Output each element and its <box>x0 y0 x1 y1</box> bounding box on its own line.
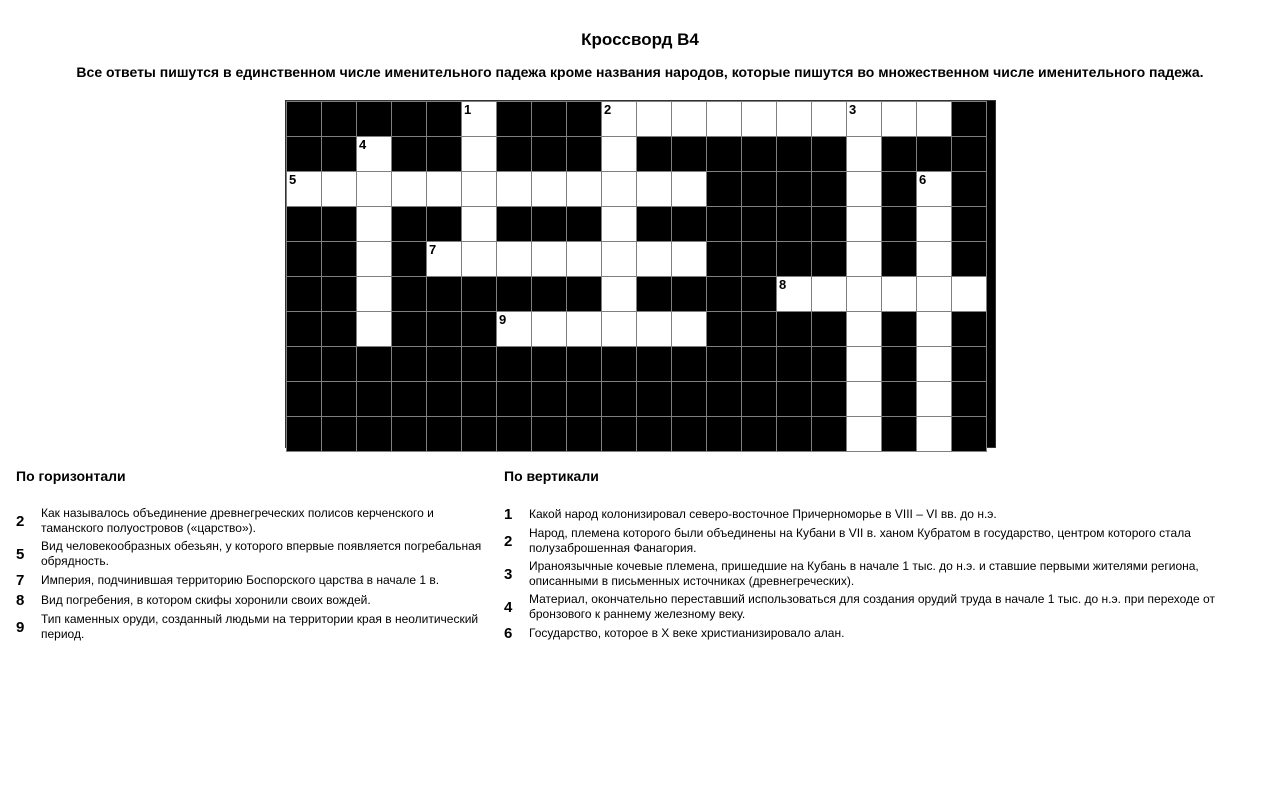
grid-cell-black <box>462 347 497 382</box>
grid-cell-black <box>777 242 812 277</box>
clue-item <box>16 539 494 569</box>
grid-cell-white[interactable] <box>917 102 952 137</box>
grid-cell-white[interactable] <box>847 172 882 207</box>
grid-cell-black <box>322 207 357 242</box>
clue-item <box>504 526 1244 556</box>
grid-cell-black <box>742 417 777 452</box>
page-title: Кроссворд B4 <box>581 30 699 49</box>
grid-cell-black <box>532 382 567 417</box>
crossword-table <box>286 101 987 452</box>
grid-cell-black <box>392 102 427 137</box>
grid-cell-black <box>707 277 742 312</box>
grid-cell-black <box>602 347 637 382</box>
grid-row <box>287 172 987 207</box>
clue-number: 9 <box>499 312 507 327</box>
clue-number: 3 <box>849 102 857 117</box>
grid-cell-black <box>952 102 987 137</box>
grid-cell-black <box>812 382 847 417</box>
grid-cell-black <box>637 137 672 172</box>
grid-cell-white[interactable] <box>357 242 392 277</box>
clue-number: 8 <box>779 277 787 292</box>
grid-cell-white[interactable] <box>567 172 602 207</box>
grid-cell-black <box>322 312 357 347</box>
grid-cell-white[interactable] <box>602 242 637 277</box>
clue-item-text: Тип каменных оруди, созданный людьми на территории края в неолитический период. <box>41 612 479 641</box>
grid-cell-white[interactable] <box>602 102 637 137</box>
clue-item-number: 8 <box>16 592 25 609</box>
grid-cell-white[interactable] <box>742 102 777 137</box>
grid-cell-white[interactable] <box>952 277 987 312</box>
grid-cell-white[interactable] <box>812 277 847 312</box>
grid-cell-white[interactable] <box>462 102 497 137</box>
grid-cell-black <box>392 382 427 417</box>
grid-cell-black <box>567 417 602 452</box>
grid-cell-white[interactable] <box>637 242 672 277</box>
clue-item <box>504 559 1244 589</box>
grid-cell-black <box>322 242 357 277</box>
grid-cell-black <box>392 242 427 277</box>
grid-cell-white[interactable] <box>602 277 637 312</box>
grid-cell-black <box>392 312 427 347</box>
grid-cell-black <box>357 102 392 137</box>
grid-cell-black <box>952 312 987 347</box>
grid-cell-white[interactable] <box>812 102 847 137</box>
clue-item-number: 5 <box>16 545 25 563</box>
grid-cell-white[interactable] <box>847 347 882 382</box>
grid-cell-black <box>532 137 567 172</box>
down-clue-list <box>504 506 1244 642</box>
grid-cell-white[interactable] <box>847 382 882 417</box>
grid-cell-white[interactable] <box>462 242 497 277</box>
grid-cell-black <box>497 382 532 417</box>
grid-cell-black <box>707 137 742 172</box>
grid-cell-black <box>707 207 742 242</box>
grid-cell-white[interactable] <box>427 172 462 207</box>
clue-number: 5 <box>289 172 297 187</box>
grid-cell-black <box>952 172 987 207</box>
grid-cell-white[interactable] <box>847 417 882 452</box>
grid-cell-black <box>322 347 357 382</box>
grid-cell-black <box>742 242 777 277</box>
grid-cell-black <box>707 312 742 347</box>
crossword-grid <box>285 100 996 448</box>
clue-item-number: 9 <box>16 618 25 636</box>
grid-cell-black <box>497 347 532 382</box>
grid-cell-black <box>812 347 847 382</box>
grid-cell-white[interactable] <box>462 207 497 242</box>
clue-item-text: Государство, которое в X веке христианизировало алан. <box>529 626 845 640</box>
grid-cell-black <box>287 277 322 312</box>
grid-cell-white[interactable] <box>602 172 637 207</box>
grid-cell-black <box>637 417 672 452</box>
grid-cell-black <box>952 382 987 417</box>
grid-cell-black <box>427 207 462 242</box>
grid-cell-white[interactable] <box>847 242 882 277</box>
grid-cell-black <box>742 137 777 172</box>
grid-cell-white[interactable] <box>672 312 707 347</box>
clue-item <box>16 572 494 589</box>
grid-row <box>287 102 987 137</box>
grid-cell-black <box>777 312 812 347</box>
grid-cell-black <box>812 207 847 242</box>
grid-cell-white[interactable] <box>497 172 532 207</box>
across-clue-list <box>16 506 494 642</box>
grid-cell-white[interactable] <box>532 312 567 347</box>
grid-cell-black <box>392 347 427 382</box>
grid-cell-black <box>427 277 462 312</box>
grid-cell-white[interactable] <box>917 347 952 382</box>
grid-cell-black <box>427 347 462 382</box>
grid-cell-white[interactable] <box>672 172 707 207</box>
grid-cell-black <box>917 137 952 172</box>
grid-cell-black <box>602 417 637 452</box>
grid-cell-black <box>742 207 777 242</box>
grid-cell-black <box>497 102 532 137</box>
grid-cell-white[interactable] <box>637 312 672 347</box>
grid-cell-black <box>707 347 742 382</box>
grid-cell-black <box>637 382 672 417</box>
grid-cell-black <box>707 417 742 452</box>
clue-item-number: 4 <box>504 598 513 616</box>
grid-cell-black <box>567 102 602 137</box>
page-subtitle: Все ответы пишутся в единственном числе именительного падежа кроме названия народов, которые пишутся во множественном числе именительного падежа. <box>76 64 1204 80</box>
grid-cell-white[interactable] <box>847 277 882 312</box>
down-clues <box>504 468 1244 645</box>
grid-cell-white[interactable] <box>532 242 567 277</box>
grid-cell-black <box>427 137 462 172</box>
grid-cell-white[interactable] <box>427 242 462 277</box>
grid-cell-black <box>637 277 672 312</box>
grid-cell-black <box>392 277 427 312</box>
grid-cell-black <box>602 382 637 417</box>
grid-cell-white[interactable] <box>917 277 952 312</box>
grid-cell-white[interactable] <box>847 207 882 242</box>
grid-cell-black <box>357 382 392 417</box>
grid-cell-black <box>882 242 917 277</box>
grid-cell-white[interactable] <box>322 172 357 207</box>
grid-cell-black <box>882 207 917 242</box>
grid-cell-black <box>287 207 322 242</box>
grid-cell-black <box>322 382 357 417</box>
grid-cell-white[interactable] <box>917 242 952 277</box>
grid-cell-black <box>777 207 812 242</box>
grid-cell-white[interactable] <box>847 137 882 172</box>
grid-cell-black <box>882 347 917 382</box>
clue-item-text: Вид человекообразных обезьян, у которого впервые появляется погребальная обрядность. <box>41 539 482 568</box>
grid-cell-white[interactable] <box>707 102 742 137</box>
grid-cell-black <box>532 417 567 452</box>
grid-cell-black <box>567 207 602 242</box>
clue-number: 1 <box>464 102 472 117</box>
grid-cell-black <box>392 207 427 242</box>
grid-cell-black <box>567 347 602 382</box>
grid-cell-white[interactable] <box>917 382 952 417</box>
clue-item <box>504 625 1244 642</box>
grid-cell-black <box>882 417 917 452</box>
grid-cell-black <box>497 277 532 312</box>
grid-cell-white[interactable] <box>637 172 672 207</box>
grid-cell-black <box>777 137 812 172</box>
grid-cell-white[interactable] <box>567 242 602 277</box>
grid-cell-white[interactable] <box>917 172 952 207</box>
grid-cell-black <box>742 347 777 382</box>
grid-cell-white[interactable] <box>672 102 707 137</box>
grid-cell-black <box>322 277 357 312</box>
grid-cell-white[interactable] <box>847 102 882 137</box>
grid-row <box>287 312 987 347</box>
grid-cell-black <box>427 382 462 417</box>
grid-cell-black <box>882 137 917 172</box>
grid-cell-black <box>392 417 427 452</box>
grid-cell-white[interactable] <box>392 172 427 207</box>
grid-cell-black <box>287 312 322 347</box>
grid-cell-black <box>427 102 462 137</box>
grid-cell-black <box>287 137 322 172</box>
clue-item-text: Империя, подчинившая территорию Боспорского царства в начале 1 в. <box>41 573 440 587</box>
grid-cell-black <box>952 347 987 382</box>
grid-cell-white[interactable] <box>917 312 952 347</box>
grid-cell-white[interactable] <box>357 172 392 207</box>
grid-cell-black <box>532 277 567 312</box>
grid-cell-black <box>707 242 742 277</box>
grid-row <box>287 382 987 417</box>
grid-cell-black <box>462 312 497 347</box>
grid-cell-white[interactable] <box>567 312 602 347</box>
clue-number: 2 <box>604 102 612 117</box>
grid-cell-black <box>322 102 357 137</box>
grid-cell-black <box>882 382 917 417</box>
grid-cell-black <box>497 137 532 172</box>
clue-item-number: 1 <box>504 506 513 523</box>
grid-cell-black <box>672 417 707 452</box>
grid-cell-black <box>462 417 497 452</box>
clue-item <box>16 592 494 609</box>
grid-cell-white[interactable] <box>357 137 392 172</box>
grid-cell-white[interactable] <box>602 312 637 347</box>
grid-cell-white[interactable] <box>882 277 917 312</box>
grid-cell-black <box>882 172 917 207</box>
grid-cell-black <box>357 417 392 452</box>
grid-cell-white[interactable] <box>287 172 322 207</box>
grid-cell-black <box>777 417 812 452</box>
grid-cell-white[interactable] <box>357 207 392 242</box>
clue-item-number: 2 <box>504 532 513 550</box>
grid-cell-black <box>392 137 427 172</box>
clue-number: 7 <box>429 242 437 257</box>
grid-cell-black <box>812 137 847 172</box>
grid-cell-white[interactable] <box>672 242 707 277</box>
grid-cell-black <box>707 172 742 207</box>
grid-cell-black <box>427 417 462 452</box>
grid-cell-black <box>287 242 322 277</box>
clue-number: 4 <box>359 137 367 152</box>
grid-cell-black <box>287 102 322 137</box>
grid-cell-black <box>882 312 917 347</box>
grid-cell-white[interactable] <box>497 312 532 347</box>
grid-cell-white[interactable] <box>637 102 672 137</box>
clue-item-text: Народ, племена которого были объединены на Кубани в VII в. ханом Кубратом в государство, центром которого стала полузаброшенная Фанагория. <box>529 526 1191 555</box>
grid-cell-black <box>952 207 987 242</box>
clue-item <box>504 506 1244 523</box>
grid-cell-black <box>427 312 462 347</box>
clue-item-number: 3 <box>504 565 513 583</box>
grid-cell-black <box>567 382 602 417</box>
clue-item-text: Как называлось объединение древнегреческих полисов керченского и таманского полуостровов («царство»). <box>41 506 434 535</box>
grid-cell-white[interactable] <box>602 207 637 242</box>
grid-cell-black <box>287 347 322 382</box>
clue-item-text: Вид погребения, в котором скифы хоронили своих вождей. <box>41 593 371 607</box>
grid-cell-black <box>567 277 602 312</box>
grid-cell-black <box>672 382 707 417</box>
grid-cell-black <box>497 207 532 242</box>
grid-cell-white[interactable] <box>917 207 952 242</box>
grid-cell-white[interactable] <box>497 242 532 277</box>
grid-row <box>287 207 987 242</box>
grid-cell-black <box>497 417 532 452</box>
grid-cell-white[interactable] <box>777 102 812 137</box>
grid-cell-white[interactable] <box>462 137 497 172</box>
grid-cell-black <box>462 277 497 312</box>
grid-cell-black <box>812 417 847 452</box>
grid-cell-black <box>777 347 812 382</box>
grid-cell-black <box>672 277 707 312</box>
grid-cell-black <box>357 347 392 382</box>
down-heading: По вертикали <box>504 468 599 484</box>
grid-cell-black <box>812 242 847 277</box>
grid-cell-black <box>707 382 742 417</box>
grid-cell-black <box>322 417 357 452</box>
grid-cell-white[interactable] <box>357 277 392 312</box>
across-heading: По горизонтали <box>16 468 126 484</box>
grid-cell-white[interactable] <box>847 312 882 347</box>
clue-item <box>16 506 494 536</box>
grid-cell-white[interactable] <box>882 102 917 137</box>
clue-item <box>16 612 494 642</box>
grid-cell-black <box>742 312 777 347</box>
grid-cell-black <box>287 382 322 417</box>
clue-item-number: 6 <box>504 625 513 642</box>
clue-item-text: Ираноязычные кочевые племена, пришедшие на Кубань в начале 1 тыс. до н.э. и ставшие первыми жителями региона, описанными в письменных источниках (древнегреческих). <box>529 559 1199 588</box>
grid-row <box>287 417 987 452</box>
grid-cell-black <box>952 242 987 277</box>
grid-cell-black <box>777 382 812 417</box>
clue-item-text: Материал, окончательно переставший использоваться для создания орудий труда в начале 1 тыс. до н.э. при переходе от бронзового к раннему железному веку. <box>529 592 1215 621</box>
grid-cell-black <box>812 172 847 207</box>
grid-cell-black <box>532 207 567 242</box>
grid-cell-white[interactable] <box>357 312 392 347</box>
clue-item-text: Какой народ колонизировал северо-восточное Причерноморье в VIII – VI вв. до н.э. <box>529 507 997 521</box>
grid-cell-black <box>742 277 777 312</box>
grid-cell-white[interactable] <box>462 172 497 207</box>
grid-row <box>287 242 987 277</box>
grid-cell-white[interactable] <box>532 172 567 207</box>
grid-cell-white[interactable] <box>917 417 952 452</box>
grid-cell-black <box>672 207 707 242</box>
clue-item-number: 2 <box>16 512 25 530</box>
grid-cell-black <box>532 102 567 137</box>
grid-cell-white[interactable] <box>777 277 812 312</box>
clue-item-number: 7 <box>16 572 25 589</box>
grid-cell-black <box>812 312 847 347</box>
grid-cell-black <box>287 417 322 452</box>
grid-cell-black <box>777 172 812 207</box>
grid-cell-black <box>567 137 602 172</box>
grid-row <box>287 277 987 312</box>
grid-cell-black <box>637 347 672 382</box>
clue-item <box>504 592 1244 622</box>
grid-cell-black <box>952 137 987 172</box>
grid-cell-white[interactable] <box>602 137 637 172</box>
grid-cell-black <box>742 382 777 417</box>
clue-number: 6 <box>919 172 927 187</box>
grid-cell-black <box>637 207 672 242</box>
grid-cell-black <box>532 347 567 382</box>
grid-cell-black <box>462 382 497 417</box>
grid-row <box>287 137 987 172</box>
grid-cell-black <box>952 417 987 452</box>
grid-cell-black <box>742 172 777 207</box>
grid-cell-black <box>672 137 707 172</box>
across-clues <box>16 468 494 645</box>
grid-cell-black <box>672 347 707 382</box>
grid-cell-black <box>322 137 357 172</box>
grid-row <box>287 347 987 382</box>
